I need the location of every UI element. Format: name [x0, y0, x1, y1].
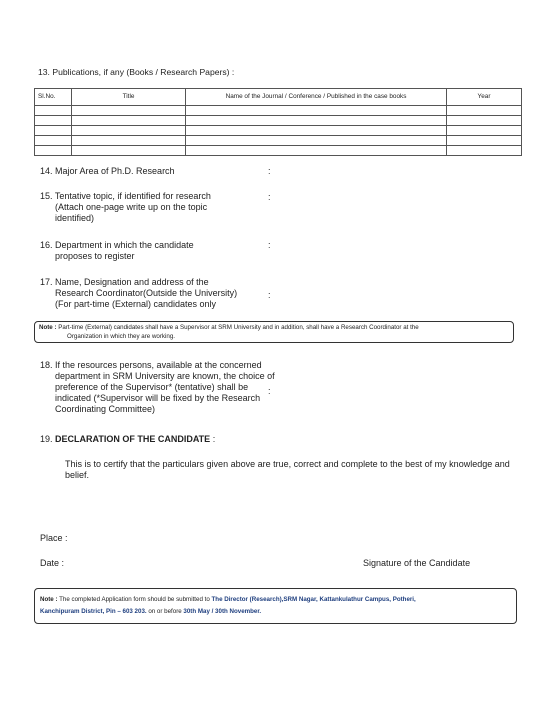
date-label: Date : [40, 558, 65, 568]
note-label: Note : [40, 596, 58, 603]
colon: : [268, 290, 271, 300]
col-header-title: Title [72, 89, 186, 106]
colon: : [268, 386, 271, 396]
colon: : [268, 192, 271, 202]
table-row [35, 106, 522, 116]
note-part-time-box: Note : Part-time (External) candidates shall have a Supervisor at SRM University and in addition, shall have a Research Coordinator at the Organization in which they are working. [34, 321, 514, 343]
place-label: Place : [40, 533, 68, 543]
table-row [35, 136, 522, 146]
note-submission-box: Note : The completed Application form should be submitted to The Director (Research),SRM Nagar, Kattankulathur Campus, Potheri, Kanchipuram District, Pin – 603 203. on or before 30th May / 30th November. [34, 588, 517, 624]
table-row [35, 116, 522, 126]
note-label: Note : [39, 324, 57, 331]
item-19-heading: 19. DECLARATION OF THE CANDIDATE : [40, 434, 216, 444]
item-16-label: 16. Department in which the candidate proposes to register [40, 240, 194, 261]
colon: : [268, 166, 271, 176]
col-header-slno: Sl.No. [35, 89, 72, 106]
deadline: 30th May / 30th November. [183, 608, 262, 615]
table-row [35, 146, 522, 156]
district-address: Kanchipuram District, Pin – 603 203. [40, 608, 147, 615]
item-15-label: 15. Tentative topic, if identified for research (Attach one-page write up on the topic identified) [40, 191, 211, 223]
signature-label: Signature of the Candidate [363, 558, 471, 568]
col-header-year: Year [447, 89, 522, 106]
colon: : [268, 240, 271, 250]
item-13-label: 13. Publications, if any (Books / Research Papers) : [38, 67, 235, 77]
item-18-label: 18. If the resources persons, available at the concerned department in SRM University are known, the choice of preference of the Supervisor* (tentative) shall be indicated (*Supervisor will be fixed by the Research Coordinating Committee) [40, 360, 275, 414]
declaration-text: This is to certify that the particulars given above are true, correct and complete to the best of my knowledge and belief. [65, 459, 510, 480]
col-header-journal: Name of the Journal / Conference / Published in the case books [186, 89, 447, 106]
publications-table [34, 88, 522, 156]
director-address: The Director (Research),SRM Nagar, Kattankulathur Campus, Potheri, [211, 596, 416, 603]
item-17-label: 17. Name, Designation and address of the Research Coordinator(Outside the University) (For part-time (External) candidates only [40, 277, 238, 309]
table-row [35, 126, 522, 136]
item-14-label: 14. Major Area of Ph.D. Research [40, 166, 175, 176]
